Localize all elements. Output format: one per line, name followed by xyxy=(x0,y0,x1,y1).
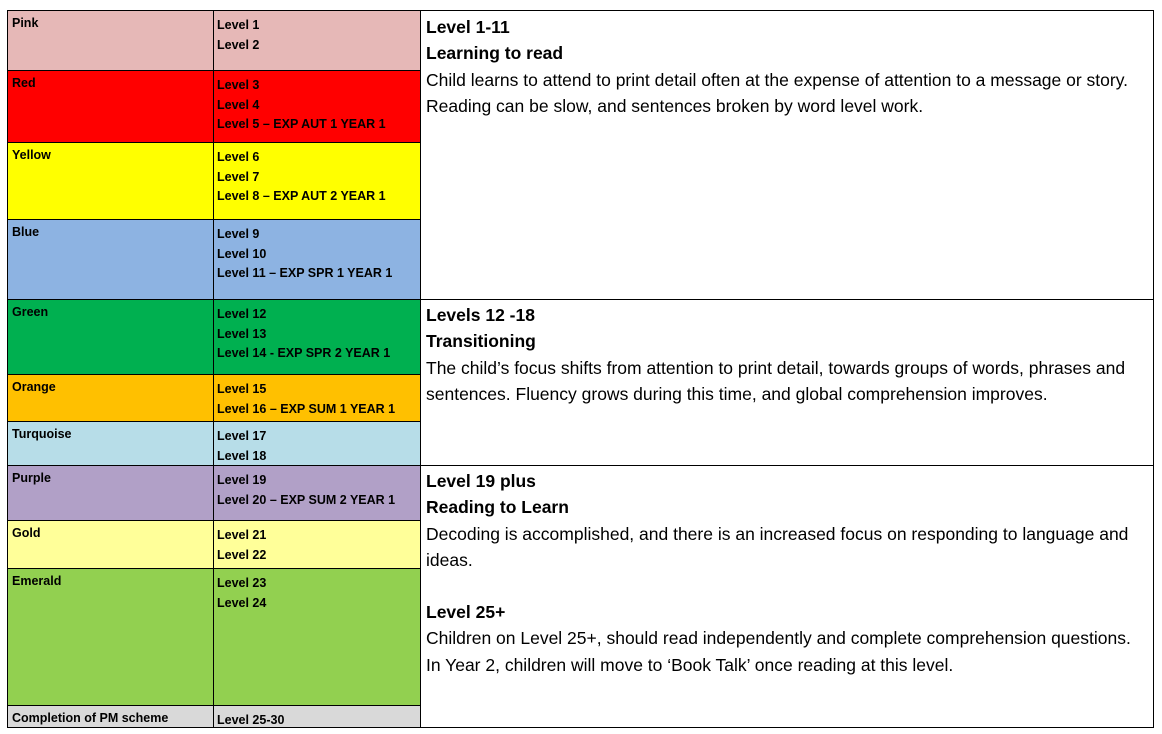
band-levels xyxy=(217,76,386,135)
level-item: Level 10 xyxy=(217,246,267,261)
band-levels xyxy=(217,16,259,55)
level-item: Level 21 xyxy=(217,528,267,542)
divider-bottom xyxy=(7,727,421,728)
level-item: Level 12 xyxy=(217,307,267,321)
desc-heading: Level 1-11 xyxy=(426,17,510,37)
level-item: Level 2 xyxy=(217,37,260,52)
band-levels xyxy=(217,526,266,565)
description-transitioning xyxy=(426,302,1141,407)
band-turquoise xyxy=(7,421,421,465)
band-colour-name: Purple xyxy=(12,471,51,485)
level-item: Level 3 xyxy=(217,78,260,92)
band-completion xyxy=(7,705,421,728)
level-item: Level 1 xyxy=(217,18,260,32)
band-levels xyxy=(217,305,390,364)
band-blue xyxy=(7,219,421,299)
desc-line: The child’s focus shifts from attention to print detail, towards groups of words, phrases and sentences. Fluency grows during this time, and global comprehension improves. xyxy=(426,357,1126,404)
level-item: Level 9 xyxy=(217,227,260,241)
level-item: Level 22 xyxy=(217,547,267,562)
desc-subheading: Reading to Learn xyxy=(426,497,569,518)
desc-line: Children on Level 25+, should read independently and complete comprehension questions. xyxy=(426,628,1131,649)
desc-line: Reading can be slow, and sentences broken by word level work. xyxy=(426,95,924,116)
band-pink xyxy=(7,10,421,70)
level-item: Level 14 - EXP SPR 2 YEAR 1 xyxy=(217,346,391,361)
level-item: Level 23 xyxy=(217,576,267,590)
desc-heading: Level 19 plus xyxy=(426,471,536,491)
desc-subheading: Learning to read xyxy=(426,43,564,64)
desc-line: Decoding is accomplished, and there is an increased focus on responding to language and ideas. xyxy=(426,523,1129,570)
level-item: Level 4 xyxy=(217,97,260,112)
band-yellow xyxy=(7,142,421,219)
band-gold xyxy=(7,520,421,568)
level-item: Level 16 – EXP SUM 1 YEAR 1 xyxy=(217,401,396,416)
level-item: Level 8 – EXP AUT 2 YEAR 1 xyxy=(217,189,386,204)
band-levels xyxy=(217,471,395,510)
desc-line: Child learns to attend to print detail often at the expense of attention to a message or story. xyxy=(426,69,1129,90)
level-item: Level 15 xyxy=(217,382,267,396)
band-levels xyxy=(217,427,266,466)
band-red xyxy=(7,70,421,142)
level-item: Level 13 xyxy=(217,326,267,341)
band-colour-name: Orange xyxy=(12,380,56,394)
description-reading-to-learn xyxy=(426,468,1141,678)
divider-column xyxy=(213,10,214,728)
band-orange xyxy=(7,374,421,421)
level-item: Level 25-30 xyxy=(217,713,285,727)
band-colour-name: Gold xyxy=(12,526,41,540)
level-item: Level 5 – EXP AUT 1 YEAR 1 xyxy=(217,117,386,132)
band-emerald xyxy=(7,568,421,705)
level-item: Level 19 xyxy=(217,473,267,487)
band-colour-name: Completion of PM scheme xyxy=(12,711,169,725)
band-colour-name: Emerald xyxy=(12,574,62,588)
band-levels xyxy=(217,225,392,284)
desc-heading: Levels 12 -18 xyxy=(426,305,535,325)
level-item: Level 24 xyxy=(217,595,267,610)
band-levels xyxy=(217,380,395,419)
band-levels xyxy=(217,148,386,207)
band-colour-name: Yellow xyxy=(12,148,51,162)
desc-heading: Level 25+ xyxy=(426,602,506,623)
band-purple xyxy=(7,465,421,520)
level-item: Level 11 – EXP SPR 1 YEAR 1 xyxy=(217,266,393,281)
band-colour-name: Pink xyxy=(12,16,39,30)
band-colour-name: Red xyxy=(12,76,36,90)
level-item: Level 18 xyxy=(217,448,267,463)
band-levels xyxy=(217,574,266,613)
band-colour-name: Green xyxy=(12,305,49,319)
desc-subheading: Transitioning xyxy=(426,331,536,352)
band-green xyxy=(7,299,421,374)
level-item: Level 17 xyxy=(217,429,267,443)
band-colour-name: Turquoise xyxy=(12,427,72,441)
desc-line: In Year 2, children will move to ‘Book Talk’ once reading at this level. xyxy=(426,654,954,675)
level-item: Level 20 – EXP SUM 2 YEAR 1 xyxy=(217,492,396,507)
description-learning xyxy=(426,14,1141,119)
band-colour-name: Blue xyxy=(12,225,40,239)
level-item: Level 6 xyxy=(217,150,260,164)
level-item: Level 7 xyxy=(217,169,260,184)
